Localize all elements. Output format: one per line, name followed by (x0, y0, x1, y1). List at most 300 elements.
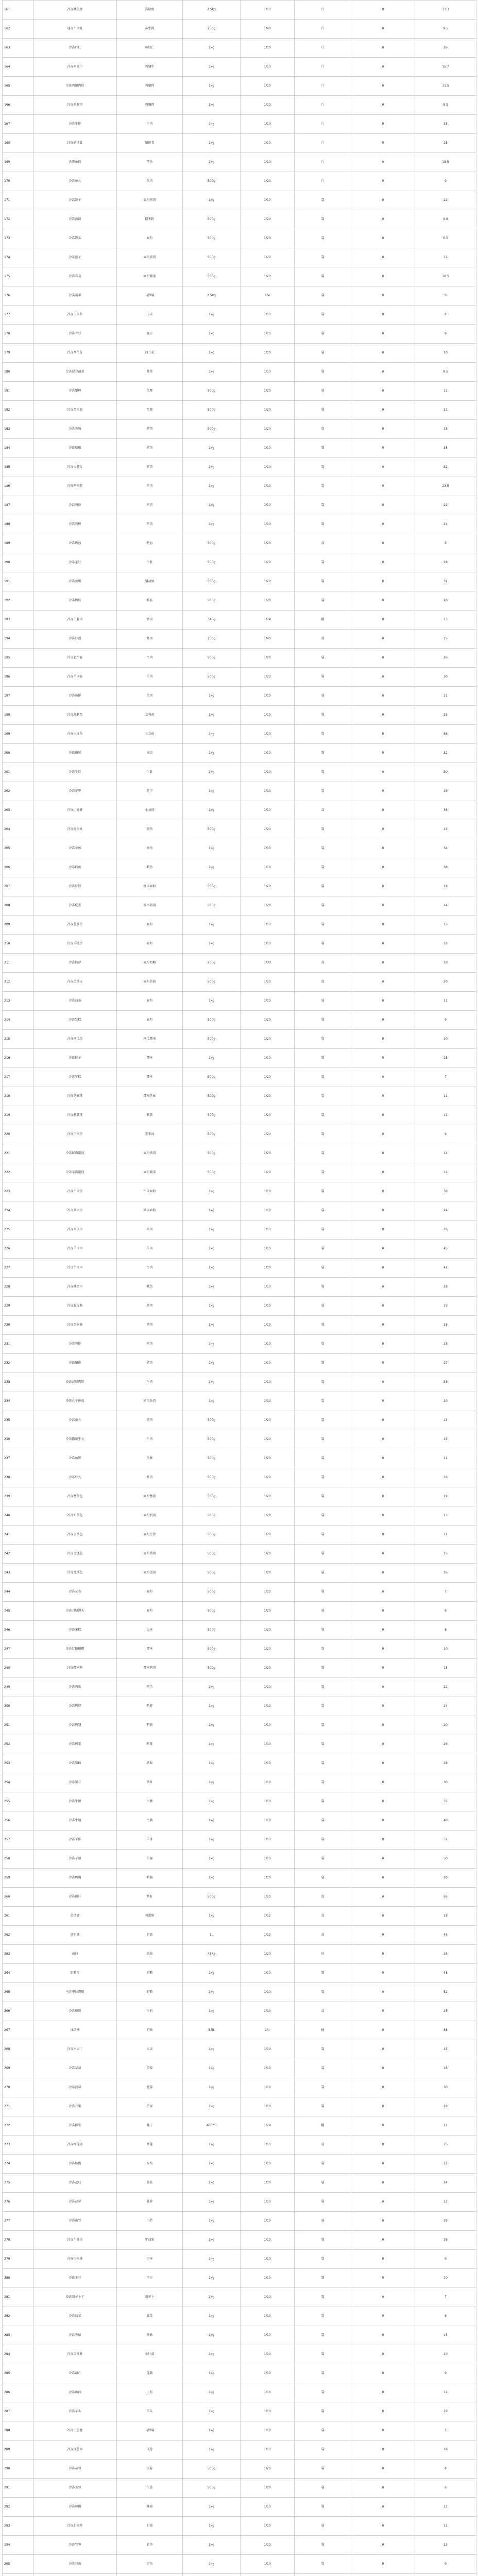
product-name-cell: 冷冻糯米鸡 (33, 1659, 117, 1678)
price-cell: 9 (415, 2364, 476, 2383)
pack-ratio-cell: 1/10 (241, 935, 295, 954)
table-row (3, 801, 476, 820)
quantity-cell: 0 (351, 1754, 415, 1773)
price-cell: 11.5 (415, 77, 476, 96)
pack-ratio-cell: 1/10 (241, 2441, 295, 2460)
row-index-cell: 244 (3, 1583, 33, 1602)
pack-ratio-cell: 1/20 (241, 534, 295, 553)
unit-cell: 袋 (295, 401, 351, 420)
product-name-cell: 冷冻蟹黄包 (33, 1487, 117, 1506)
row-index-cell: 283 (3, 2326, 33, 2345)
net-weight-cell: 500g (183, 2479, 241, 2498)
table-row (3, 191, 476, 210)
row-index-cell: 281 (3, 2288, 33, 2307)
price-cell: 9.8 (415, 210, 476, 229)
pack-ratio-cell: 1/10 (241, 916, 295, 935)
table-row (3, 134, 476, 153)
pack-ratio-cell: 1/20 (241, 1659, 295, 1678)
price-cell: 68 (415, 725, 476, 744)
net-weight-cell: 500g (183, 1640, 241, 1659)
net-weight-cell: 1kg (183, 1850, 241, 1869)
main-ingredient-cell: 糯米芝麻 (117, 1087, 183, 1106)
quantity-cell: 0 (351, 2441, 415, 2460)
quantity-cell: 0 (351, 916, 415, 935)
row-index-cell: 246 (3, 1621, 33, 1640)
unit-cell: 袋 (295, 1659, 351, 1678)
row-index-cell: 216 (3, 1049, 33, 1068)
table-row (3, 115, 476, 134)
price-cell: 45 (415, 1926, 476, 1945)
product-name-cell: 冷冻牛腱 (33, 1792, 117, 1811)
product-name-cell: 冷冻鸡胸肉 (33, 96, 117, 115)
product-name-cell: 冷冻香菇 (33, 2326, 117, 2345)
pack-ratio-cell: 1/10 (241, 1373, 295, 1392)
price-cell: 15 (415, 1430, 476, 1449)
quantity-cell: 0 (351, 1297, 415, 1316)
pack-ratio-cell: 1/20 (241, 210, 295, 229)
unit-cell: 盒 (295, 954, 351, 973)
net-weight-cell: 1kg (183, 1811, 241, 1831)
net-weight-cell: 500g (183, 820, 241, 839)
product-name-cell: 冷冻刀切馒头 (33, 1602, 117, 1621)
main-ingredient-cell: 紫薯 (117, 1106, 183, 1125)
net-weight-cell: 1kg (183, 2402, 241, 2421)
net-weight-cell: 500g (183, 267, 241, 286)
main-ingredient-cell: 鱼糜 (117, 382, 183, 401)
table-row (3, 649, 476, 668)
unit-cell: 袋 (295, 344, 351, 363)
quantity-cell: 0 (351, 134, 415, 153)
main-ingredient-cell: 马铃薯 (117, 2421, 183, 2441)
row-index-cell: 272 (3, 2116, 33, 2136)
net-weight-cell: 500g (183, 1430, 241, 1449)
pack-ratio-cell: 1/20 (241, 2460, 295, 2479)
net-weight-cell: 500g (183, 1602, 241, 1621)
unit-cell: 袋 (295, 1716, 351, 1735)
quantity-cell: 0 (351, 2307, 415, 2326)
product-name-cell: 冷冻叉烧包 (33, 1545, 117, 1564)
net-weight-cell: 1kg (183, 191, 241, 210)
product-name-cell: 冷冻发糕 (33, 1011, 117, 1030)
net-weight-cell: 500g (183, 649, 241, 668)
row-index-cell: 241 (3, 1526, 33, 1545)
quantity-cell: 0 (351, 1583, 415, 1602)
price-cell: 20 (415, 973, 476, 992)
price-cell: 18 (415, 1316, 476, 1335)
table-row (3, 1964, 476, 1983)
unit-cell: 袋 (295, 553, 351, 572)
net-weight-cell: 2.5kg (183, 1, 241, 20)
table-row (3, 2212, 476, 2231)
price-cell: 52 (415, 1831, 476, 1850)
net-weight-cell: 1kg (183, 306, 241, 325)
table-row (3, 687, 476, 706)
main-ingredient-cell: 猪蹄 (117, 1754, 183, 1773)
quantity-cell: 0 (351, 1449, 415, 1468)
row-index-cell: 185 (3, 458, 33, 477)
pack-ratio-cell: 1/10 (241, 2421, 295, 2441)
price-cell: 26 (415, 1221, 476, 1240)
price-cell: 13 (415, 1411, 476, 1430)
row-index-cell: 192 (3, 591, 33, 611)
net-weight-cell: 340g (183, 611, 241, 630)
net-weight-cell: 1kg (183, 439, 241, 458)
unit-cell: 斤 (295, 1, 351, 20)
unit-cell: 罐 (295, 611, 351, 630)
row-index-cell: 292 (3, 2498, 33, 2517)
unit-cell: 袋 (295, 877, 351, 896)
product-name-cell: 冷冻土豆丝 (33, 2421, 117, 2441)
pack-ratio-cell: 1/20 (241, 1144, 295, 1163)
main-ingredient-cell: 鹅肝 (117, 1888, 183, 1907)
pack-ratio-cell: 1/20 (241, 649, 295, 668)
net-weight-cell: 1kg (183, 1259, 241, 1278)
pack-ratio-cell: 1/10 (241, 744, 295, 763)
table-row (3, 1125, 476, 1144)
main-ingredient-cell: 冻牛肉 (117, 20, 183, 39)
table-row (3, 2421, 476, 2441)
net-weight-cell: 1kg (183, 1697, 241, 1716)
table-row (3, 896, 476, 916)
net-weight-cell: 1kg (183, 2136, 241, 2155)
product-name-cell: 冷冻姜蓉 (33, 2479, 117, 2498)
product-name-cell: 冷冻猪排骨 (33, 134, 117, 153)
product-name-cell: 冷冻虾仁 (33, 39, 117, 58)
table-row (3, 2231, 476, 2250)
price-cell: 18 (415, 954, 476, 973)
quantity-cell: 0 (351, 2421, 415, 2441)
price-cell: 32 (415, 572, 476, 591)
main-ingredient-cell: 猪肉 (117, 1297, 183, 1316)
unit-cell: 斤 (295, 96, 351, 115)
unit-cell: 袋 (295, 572, 351, 591)
pack-ratio-cell: 1/12 (241, 1907, 295, 1926)
row-index-cell: 201 (3, 763, 33, 782)
product-name-cell: 冷冻撒尿牛丸 (33, 1430, 117, 1449)
row-index-cell: 280 (3, 2269, 33, 2288)
unit-cell: 袋 (295, 1144, 351, 1163)
table-row (3, 2326, 476, 2345)
net-weight-cell: 1kg (183, 58, 241, 77)
table-row (3, 2174, 476, 2193)
quantity-cell: 0 (351, 191, 415, 210)
net-weight-cell: 1kg (183, 115, 241, 134)
quantity-cell: 0 (351, 1335, 415, 1354)
unit-cell: 袋 (295, 2231, 351, 2250)
quantity-cell: 0 (351, 1049, 415, 1068)
row-index-cell: 266 (3, 2002, 33, 2021)
unit-cell: 袋 (295, 839, 351, 858)
pack-ratio-cell: 1/10 (241, 1182, 295, 1201)
price-cell: 10 (415, 2269, 476, 2288)
row-index-cell: 221 (3, 1144, 33, 1163)
product-name-cell: 冷冻紫薯球 (33, 1106, 117, 1125)
pack-ratio-cell: 1/10 (241, 992, 295, 1011)
pack-ratio-cell: 1/20 (241, 229, 295, 248)
table-row (3, 515, 476, 534)
unit-cell: 袋 (295, 1792, 351, 1811)
row-index-cell: 277 (3, 2212, 33, 2231)
table-row (3, 1430, 476, 1449)
row-index-cell: 195 (3, 649, 33, 668)
quantity-cell: 0 (351, 649, 415, 668)
main-ingredient-cell: 三文鱼 (117, 725, 183, 744)
product-name-cell: 冷冻牛油果 (33, 2231, 117, 2250)
price-cell: 11 (415, 2116, 476, 2136)
product-name-cell: 冷冻鸡翅中 (33, 58, 117, 77)
pack-ratio-cell: 1/10 (241, 39, 295, 58)
table-row (3, 496, 476, 515)
product-name-cell: 冷冻牛肉饼 (33, 1182, 117, 1201)
product-name-cell: 冷冻猪蹄 (33, 1754, 117, 1773)
main-ingredient-cell: 面粉豆沙 (117, 1526, 183, 1545)
quantity-cell: 0 (351, 1792, 415, 1811)
pack-ratio-cell: 1/10 (241, 191, 295, 210)
price-cell: 38 (415, 2231, 476, 2250)
quantity-cell: 0 (351, 1487, 415, 1506)
price-cell: 15 (415, 420, 476, 439)
table-row (3, 992, 476, 1011)
price-cell: 26 (415, 649, 476, 668)
main-ingredient-cell: 面粉猪肉 (117, 1144, 183, 1163)
row-index-cell: 209 (3, 916, 33, 935)
unit-cell: 袋 (295, 1201, 351, 1221)
net-weight-cell: 1kg (183, 134, 241, 153)
product-name-cell: 冷冻热狗肠 (33, 1316, 117, 1335)
quantity-cell: 0 (351, 572, 415, 591)
price-cell: 20 (415, 1392, 476, 1411)
main-ingredient-cell: 章鱼 (117, 839, 183, 858)
net-weight-cell: 1kg (183, 2155, 241, 2174)
pack-ratio-cell: 1/10 (241, 2326, 295, 2345)
product-name-cell: 冷冻豆角 (33, 2555, 117, 2574)
unit-cell: 袋 (295, 2345, 351, 2364)
price-cell: 10 (415, 1030, 476, 1049)
table-row (3, 1983, 476, 2002)
pack-ratio-cell: 1/20 (241, 668, 295, 687)
main-ingredient-cell: 鸭翅 (117, 1716, 183, 1735)
net-weight-cell: 1kg (183, 1735, 241, 1754)
main-ingredient-cell: 玉米面 (117, 1125, 183, 1144)
price-cell: 25 (415, 134, 476, 153)
pack-ratio-cell: 1/10 (241, 2364, 295, 2383)
row-index-cell: 213 (3, 992, 33, 1011)
main-ingredient-cell: 菠菜 (117, 2307, 183, 2326)
pack-ratio-cell: 1/20 (241, 1526, 295, 1545)
price-cell: 8.5 (415, 96, 476, 115)
pack-ratio-cell: 1/10 (241, 1201, 295, 1221)
price-cell: 15 (415, 2040, 476, 2059)
quantity-cell: 0 (351, 2212, 415, 2231)
price-cell: 11 (415, 992, 476, 1011)
net-weight-cell: 1kg (183, 1201, 241, 1221)
unit-cell: 袋 (295, 248, 351, 267)
product-name-cell: 冷冻山药 (33, 2383, 117, 2402)
pack-ratio-cell: 1/10 (241, 1754, 295, 1773)
product-table (2, 0, 476, 2576)
quantity-cell: 0 (351, 1869, 415, 1888)
net-weight-cell: 1kg (183, 1831, 241, 1850)
price-cell: 65 (415, 1888, 476, 1907)
row-index-cell: 227 (3, 1259, 33, 1278)
product-name-cell: 冷冻鸡米花 (33, 477, 117, 496)
product-name-cell: 冷冻鸡排 (33, 1335, 117, 1354)
row-index-cell: 165 (3, 77, 33, 96)
net-weight-cell: 1kg (183, 801, 241, 820)
price-cell: 7 (415, 2421, 476, 2441)
quantity-cell: 0 (351, 2231, 415, 2250)
unit-cell: 袋 (295, 1011, 351, 1030)
quantity-cell: 0 (351, 1945, 415, 1964)
net-weight-cell: 1kg (183, 515, 241, 534)
net-weight-cell: 1kg (183, 2364, 241, 2383)
quantity-cell: 0 (351, 1259, 415, 1278)
net-weight-cell: 500g (183, 1468, 241, 1487)
table-row (3, 1506, 476, 1526)
unit-cell: 袋 (295, 306, 351, 325)
main-ingredient-cell: 面粉奶黄 (117, 1506, 183, 1526)
table-row (3, 1201, 476, 1221)
row-index-cell: 203 (3, 801, 33, 820)
quantity-cell: 0 (351, 325, 415, 344)
unit-cell: 袋 (295, 1240, 351, 1259)
unit-cell: 袋 (295, 1354, 351, 1373)
quantity-cell: 0 (351, 2364, 415, 2383)
row-index-cell: 225 (3, 1221, 33, 1240)
table-row (3, 153, 476, 172)
pack-ratio-cell: 1/10 (241, 1278, 295, 1297)
quantity-cell: 0 (351, 77, 415, 96)
table-row (3, 1831, 476, 1850)
main-ingredient-cell: 牛腱 (117, 1792, 183, 1811)
unit-cell: 盒 (295, 1926, 351, 1945)
pack-ratio-cell: 1/10 (241, 1869, 295, 1888)
row-index-cell: 182 (3, 401, 33, 420)
product-name-cell: 冷冻芋头 (33, 2402, 117, 2421)
pack-ratio-cell: 1/20 (241, 2479, 295, 2498)
row-index-cell: 279 (3, 2250, 33, 2269)
unit-cell: 袋 (295, 286, 351, 306)
net-weight-cell: 1kg (183, 2383, 241, 2402)
unit-cell: 袋 (295, 668, 351, 687)
pack-ratio-cell: 1/4 (241, 286, 295, 306)
quantity-cell: 0 (351, 420, 415, 439)
table-row (3, 20, 476, 39)
row-index-cell: 166 (3, 96, 33, 115)
quantity-cell: 0 (351, 1182, 415, 1201)
product-name-cell: 冷冻菠菜 (33, 2307, 117, 2326)
unit-cell: 盒 (295, 973, 351, 992)
pack-ratio-cell: 1/10 (241, 1335, 295, 1354)
unit-cell: 袋 (295, 2269, 351, 2288)
row-index-cell: 254 (3, 1773, 33, 1792)
net-weight-cell: 1kg (183, 2231, 241, 2250)
net-weight-cell: 1kg (183, 1316, 241, 1335)
price-cell: 15 (415, 2326, 476, 2345)
price-cell (415, 2574, 476, 2576)
quantity-cell: 0 (351, 534, 415, 553)
pack-ratio-cell: 1/10 (241, 2002, 295, 2021)
row-index-cell: 190 (3, 553, 33, 572)
unit-cell: 袋 (295, 1564, 351, 1583)
table-row (3, 839, 476, 858)
pack-ratio-cell: 1/10 (241, 1259, 295, 1278)
table-row (3, 1182, 476, 1201)
row-index-cell: 247 (3, 1640, 33, 1659)
table-row (3, 2498, 476, 2517)
quantity-cell: 0 (351, 1011, 415, 1030)
table-row (3, 1602, 476, 1621)
net-weight-cell: 1kg (183, 2174, 241, 2193)
row-index-cell: 236 (3, 1430, 33, 1449)
table-row (3, 1640, 476, 1659)
net-weight-cell: 1kg (183, 2097, 241, 2116)
main-ingredient-cell: 洋葱 (117, 2441, 183, 2460)
unit-cell: 袋 (295, 1545, 351, 1564)
row-index-cell: 222 (3, 1163, 33, 1182)
main-ingredient-cell: 糯米 (117, 1068, 183, 1087)
row-index-cell: 196 (3, 668, 33, 687)
unit-cell: 袋 (295, 2212, 351, 2231)
pack-ratio-cell: 1/10 (241, 2383, 295, 2402)
unit-cell: 袋 (295, 1430, 351, 1449)
net-weight-cell: 1kg (183, 2269, 241, 2288)
main-ingredient-cell: 面粉猪肉 (117, 248, 183, 267)
table-row (3, 1297, 476, 1316)
row-index-cell: 240 (3, 1506, 33, 1526)
price-cell: 28 (415, 553, 476, 572)
quantity-cell: 0 (351, 1411, 415, 1430)
unit-cell: 盒 (295, 801, 351, 820)
net-weight-cell: 500g (183, 172, 241, 191)
unit-cell: 袋 (295, 1583, 351, 1602)
pack-ratio-cell: 1/10 (241, 134, 295, 153)
price-cell: 30 (415, 2078, 476, 2097)
main-ingredient-cell: 榴莲 (117, 2136, 183, 2155)
main-ingredient-cell: 大蒜 (117, 2460, 183, 2479)
main-ingredient-cell: 鸭肠 (117, 591, 183, 611)
quantity-cell: 0 (351, 1506, 415, 1526)
table-row (3, 344, 476, 363)
pack-ratio-cell: 1/20 (241, 1945, 295, 1964)
pack-ratio-cell: 1/20 (241, 267, 295, 286)
unit-cell: 袋 (295, 458, 351, 477)
net-weight-cell: 1kg (183, 2555, 241, 2574)
row-index-cell: 238 (3, 1468, 33, 1487)
row-index-cell: 204 (3, 820, 33, 839)
quantity-cell: 0 (351, 687, 415, 706)
unit-cell: 袋 (295, 1831, 351, 1850)
price-cell: 35 (415, 286, 476, 306)
pack-ratio-cell: 1/10 (241, 2345, 295, 2364)
product-name-cell: 冰淇淋 (33, 2021, 117, 2040)
price-cell: 12 (415, 248, 476, 267)
main-ingredient-cell: 猪肉 (117, 1316, 183, 1335)
table-row (3, 2345, 476, 2364)
quantity-cell: 0 (351, 286, 415, 306)
net-weight-cell: 500g (183, 1888, 241, 1907)
row-index-cell: 229 (3, 1297, 33, 1316)
pack-ratio-cell: 1/10 (241, 687, 295, 706)
net-weight-cell: 500g (183, 1030, 241, 1049)
table-row (3, 1449, 476, 1468)
row-index-cell: 239 (3, 1487, 33, 1506)
main-ingredient-cell: 鸡肉 (117, 1221, 183, 1240)
table-row (3, 1697, 476, 1716)
main-ingredient-cell: 生蚝 (117, 763, 183, 782)
product-name-cell: 冷冻奶黄包 (33, 1506, 117, 1526)
net-weight-cell: 1kg (183, 2536, 241, 2555)
